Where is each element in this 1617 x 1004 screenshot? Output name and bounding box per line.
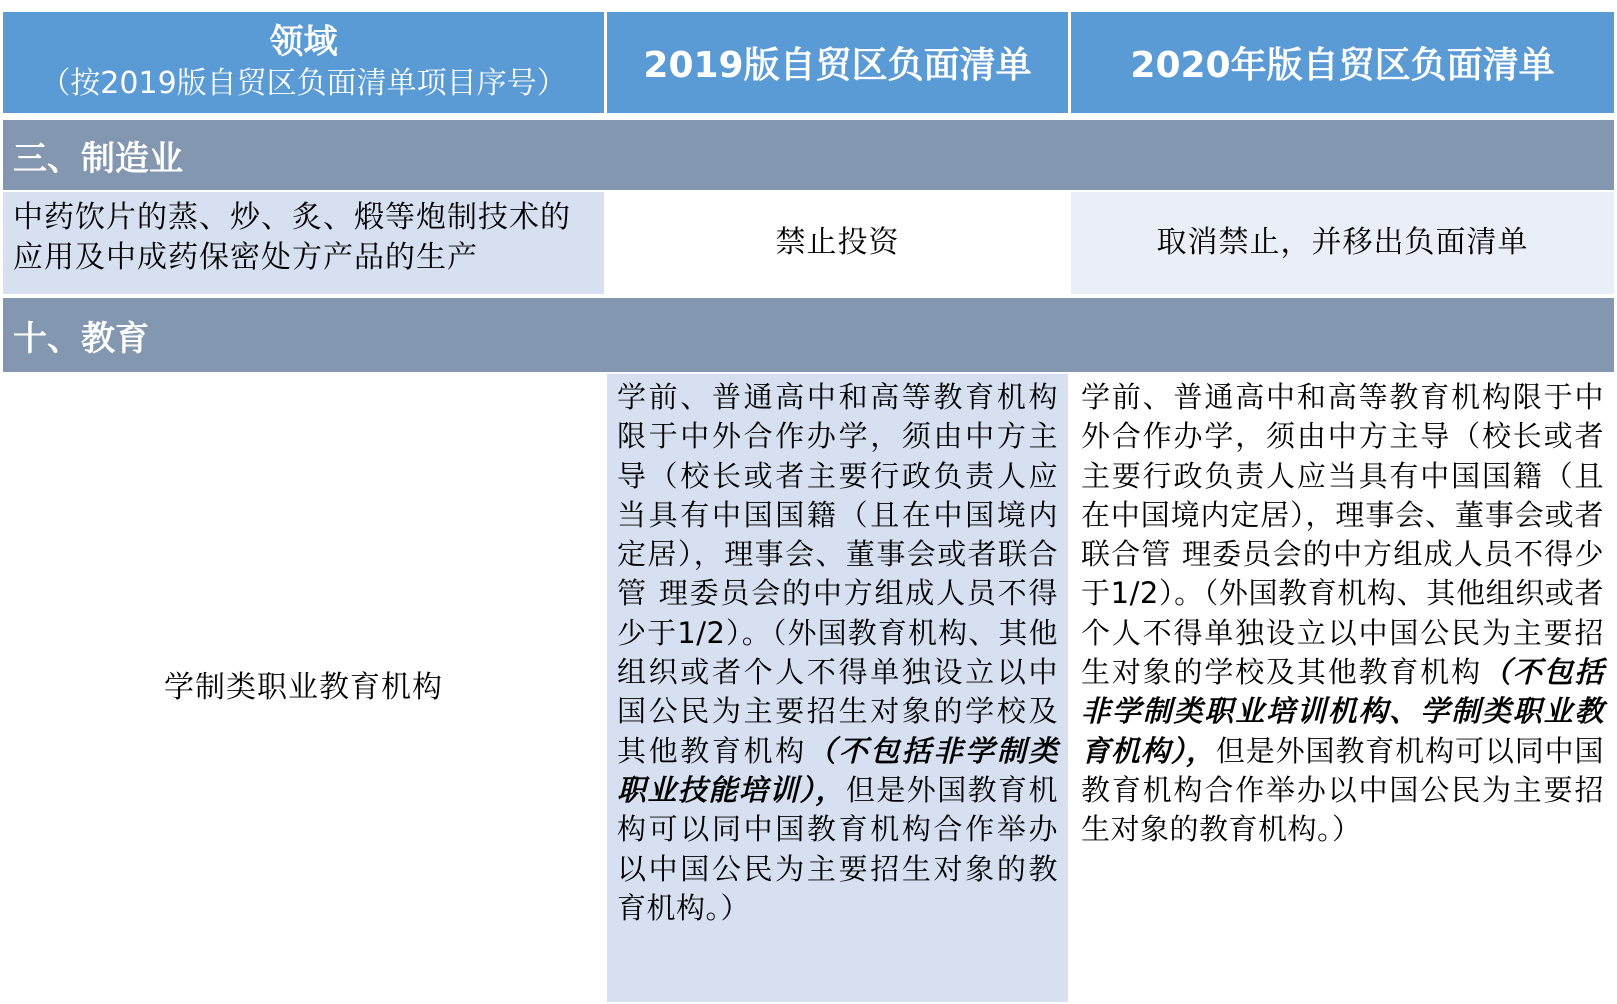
cell-2020-tcm: 取消禁止，并移出负面清单 (1071, 192, 1614, 294)
section-title-education: 十、教育 (3, 298, 1614, 372)
text-2019-education-part1: 学前、普通高中和高等教育机构限于中外合作办学，须由中方主导（校长或者主要行政负责人应当具有中国国籍（且在中国境内定居），理事会、董事会或者联合管 理委员会的中方组成人员不得少于1/2）。（外国教育机构、其他组织或者个人不得单独设立以中国公民为主要招生对象的学校及其他教育机构 (617, 380, 1058, 768)
header-field-title: 领域 (269, 21, 338, 62)
text-2020-education-part1: 学前、普通高中和高等教育机构限于中外合作办学，须由中方主导（校长或者主要行政负责人应当具有中国国籍（且在中国境内定居），理事会、董事会或者联合管 理委员会的中方组成人员不得少于1/2）。（外国教育机构、其他组织或者个人不得单独设立以中国公民为主要招生对象的学校及其他教育机构 (1081, 380, 1604, 690)
cell-2019-tcm: 禁止投资 (607, 192, 1068, 294)
text-2019-education-emphasis: （不包括非学制类职业技能培训） (617, 733, 1058, 807)
negative-list-comparison-table (3, 12, 1614, 1002)
header-field-subtitle: （按2019版自贸区负面清单项目序号） (40, 65, 567, 101)
section-title-manufacturing: 三、制造业 (3, 120, 1614, 190)
comma-2020: ， (1186, 733, 1216, 768)
text-2020-education-emphasis: （不包括非学制类职业培训机构、学制类职业教育机构） (1081, 655, 1604, 768)
field-cell-vocational-education: 学制类职业教育机构 (3, 374, 604, 1002)
cell-2019-education (607, 374, 1068, 1002)
text-2019-education-part2: 但是外国教育机构可以同中国教育机构合作举办以中国公民为主要招生对象的教育机构。） (617, 772, 1058, 925)
header-2020-column: 2020年版自贸区负面清单 (1071, 12, 1614, 113)
text-2020-education-part2: 但是外国教育机构可以同中国教育机构合作举办以中国公民为主要招生对象的教育机构。） (1081, 733, 1604, 847)
cell-2020-education (1071, 374, 1614, 1002)
field-cell-tcm: 中药饮片的蒸、炒、炙、煅等炮制技术的应用及中成药保密处方产品的生产 (3, 192, 604, 294)
header-2019-column: 2019版自贸区负面清单 (607, 12, 1068, 113)
comma-2019: ， (815, 772, 846, 807)
header-field-column (3, 12, 604, 113)
